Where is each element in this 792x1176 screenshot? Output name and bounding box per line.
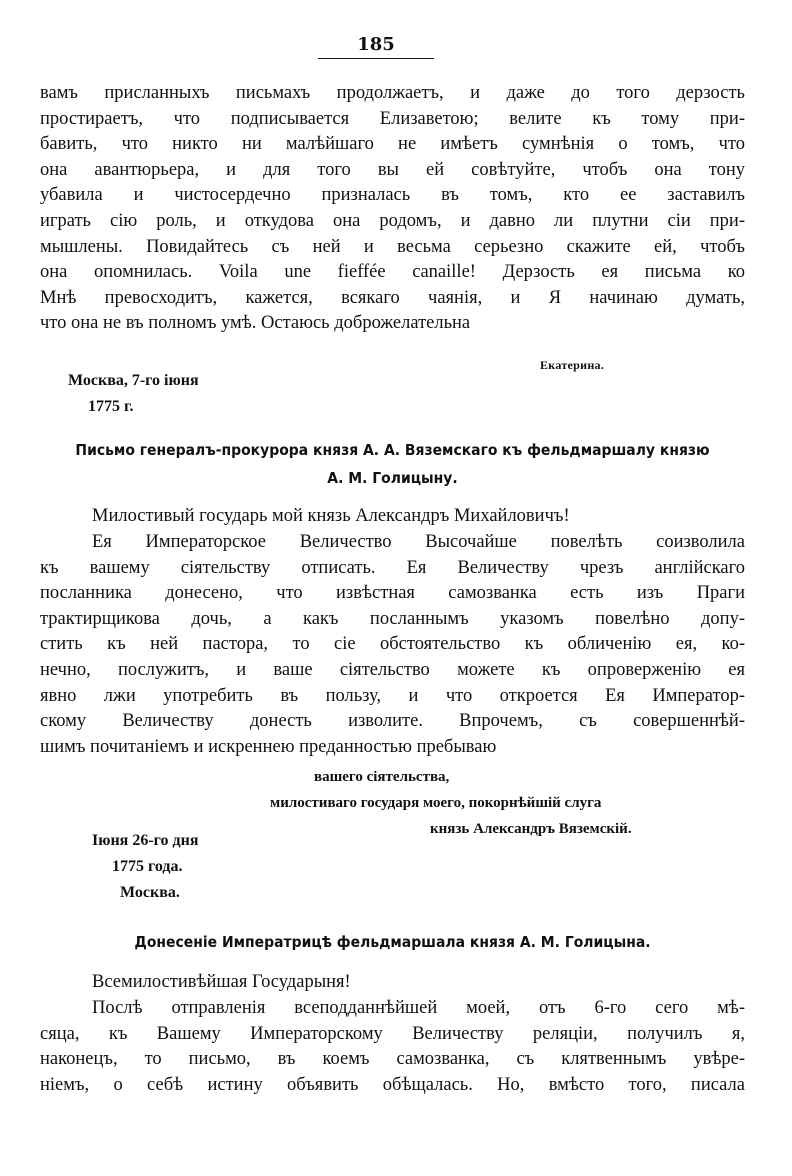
- place-line: Москва, 7-го іюня: [68, 372, 199, 389]
- closing-line: князь Александръ Вяземскій.: [430, 821, 632, 837]
- text-line: къ вашему сіятельству отписать. Ея Величеству чрезъ англійскаго: [40, 557, 745, 578]
- letter3-heading: Донесеніе Императрицѣ фельдмаршала князя А. М. Голицына.: [134, 933, 651, 951]
- text-line: трактирщикова дочь, а какъ посланнымъ указомъ повелѣно допу-: [40, 608, 745, 629]
- text-line: наконецъ, то письмо, въ коемъ самозванка, съ клятвеннымъ увѣре-: [40, 1049, 745, 1070]
- letter1-body: [40, 81, 745, 337]
- date-line: Іюня 26-го дня: [92, 832, 199, 849]
- text-line: она авантюрьера, и для того вы ей совѣтуйте, чтобъ она тону: [40, 159, 745, 180]
- text-line: она опомнилась. Voila une fieffée canaille! Дерзость ея письма ко: [40, 262, 745, 283]
- page-number-rule: [318, 58, 434, 59]
- letter2-closing: [270, 764, 660, 842]
- text-line: убавила и чистосердечно призналась въ томъ, кто ее заставилъ: [40, 185, 745, 206]
- text-line: явно лжи употребить въ пользу, и что откроется Ея Император-: [40, 685, 745, 706]
- letter2-salutation: [92, 504, 652, 530]
- text-line: играть сію роль, и откудова она родомъ, и давно ли плутни сіи при-: [40, 210, 745, 231]
- text-line: нечно, послужитъ, и ваше сіятельство можете къ опроверженію ея: [40, 659, 745, 680]
- letter2-place-date: [92, 828, 199, 906]
- salutation-line: Всемилостивѣйшая Государыня!: [92, 972, 351, 992]
- letter1-place-date: [68, 368, 199, 420]
- text-line: посланника донесено, что извѣстная самозванка есть изъ Праги: [40, 583, 745, 604]
- year-line: 1775 года.: [112, 858, 183, 875]
- text-line: бавить, что никто ни малѣйшаго не имѣетъ сумнѣнія о томъ, что: [40, 134, 745, 155]
- text-line: шимъ почитаніемъ и искреннею преданностью пребываю: [40, 736, 497, 757]
- heading-line: Письмо генералъ-прокурора князя А. А. Вяземскаго къ фельдмаршалу князю: [75, 441, 710, 459]
- text-line: сяца, къ Вашему Императорскому Величеству реляціи, получилъ я,: [40, 1023, 745, 1044]
- date-line: 1775 г.: [88, 398, 134, 415]
- heading-line: А. М. Голицыну.: [327, 469, 458, 487]
- text-line: Ея Императорское Величество Высочайше повелѣть соизволила: [92, 532, 745, 552]
- salutation-line: Милостивый государь мой князь Александръ Михайловичъ!: [92, 506, 570, 526]
- letter3-body: [40, 996, 745, 1098]
- text-line: Мнѣ превосходитъ, кажется, всякаго чаянія, и Я начинаю думать,: [40, 287, 745, 308]
- letter2-heading: [40, 436, 745, 492]
- letter1-signature: Екатерина.: [540, 358, 605, 372]
- text-line: вамъ присланныхъ письмахъ продолжаетъ, и даже до того дерзость: [40, 83, 745, 103]
- text-line: простираетъ, что подписывается Елизаветою; велите къ тому при-: [40, 108, 745, 129]
- letter3-salutation: [92, 970, 492, 996]
- letter2-body: [40, 530, 745, 760]
- place-line: Москва.: [120, 884, 180, 901]
- closing-line: милостиваго государя моего, покорнѣйшій слуга: [270, 795, 602, 811]
- text-line: что она не въ полномъ умѣ. Остаюсь доброжелательна: [40, 313, 471, 334]
- text-line: Послѣ отправленія всеподданнѣйшей моей, отъ 6-го сего мѣ-: [92, 998, 745, 1018]
- text-line: стить къ ней пастора, то сіе обстоятельство къ обличенію ея, ко-: [40, 634, 745, 655]
- closing-line: вашего сіятельства,: [314, 769, 450, 785]
- text-line: скому Величеству донесть изволите. Впрочемъ, съ совершеннѣй-: [40, 711, 745, 732]
- text-line: ніемъ, о себѣ истину объявить обѣщалась. Но, вмѣсто того, писала: [40, 1074, 745, 1095]
- text-line: мышлены. Повидайтесь съ ней и весьма серьезно скажите ей, чтобъ: [40, 236, 745, 257]
- page-number: 185: [357, 34, 395, 55]
